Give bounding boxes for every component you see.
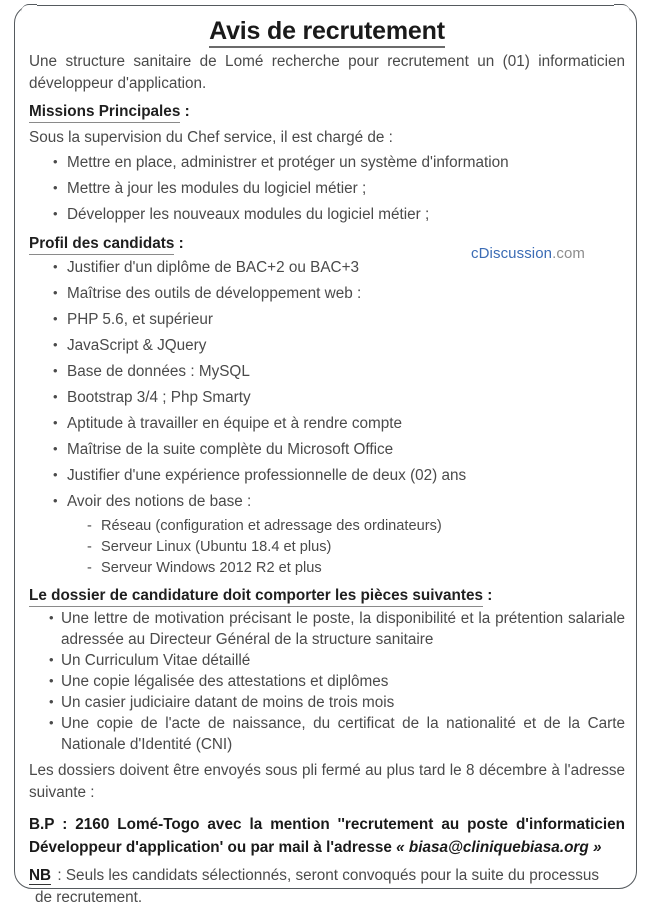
list-item: • Une copie de l'acte de naissance, du certificat de la nationalité et de la Carte Nationale d'Identité (CNI) bbox=[29, 713, 625, 755]
profil-list bbox=[29, 256, 625, 514]
list-item: • Un casier judiciaire datant de moins de trois mois bbox=[29, 692, 625, 713]
sub-list-item: - Serveur Linux (Ubuntu 18.4 et plus) bbox=[29, 537, 625, 558]
email-close-quote: » bbox=[588, 839, 602, 856]
sub-list-item: - Serveur Windows 2012 R2 et plus bbox=[29, 558, 625, 579]
section-heading-profil-text: Profil des candidats bbox=[29, 235, 174, 255]
page-title-text: Avis de recrutement bbox=[209, 17, 445, 48]
profil-sublist-notions-de-base bbox=[29, 516, 625, 579]
email-open-quote: « bbox=[396, 839, 409, 856]
list-item: • Mettre en place, administrer et protéger un système d'information bbox=[29, 151, 625, 175]
section-heading-profil-colon: : bbox=[174, 235, 184, 252]
page-title bbox=[29, 16, 625, 46]
list-item: • Avoir des notions de base : bbox=[29, 490, 625, 514]
list-item: • Justifier d'une expérience professionnelle de deux (02) ans bbox=[29, 464, 625, 488]
frame-corner-notch-left bbox=[21, 4, 37, 18]
list-item: • Aptitude à travailler en équipe et à rendre compte bbox=[29, 412, 625, 436]
list-item: • Un Curriculum Vitae détaillé bbox=[29, 650, 625, 671]
list-item: • Bootstrap 3/4 ; Php Smarty bbox=[29, 386, 625, 410]
address-block bbox=[29, 813, 625, 859]
list-item: • Mettre à jour les modules du logiciel métier ; bbox=[29, 177, 625, 201]
list-item: • Justifier d'un diplôme de BAC+2 ou BAC+3 bbox=[29, 256, 625, 280]
list-item: • Base de données : MySQL bbox=[29, 360, 625, 384]
section-heading-dossier bbox=[29, 585, 625, 606]
list-item: • PHP 5.6, et supérieur bbox=[29, 308, 625, 332]
missions-lead-text: Sous la supervision du Chef service, il est chargé de : bbox=[29, 129, 393, 146]
nb-label: NB bbox=[29, 867, 52, 884]
section-heading-missions bbox=[29, 101, 625, 122]
list-item: • Une lettre de motivation précisant le poste, la disponibilité et la prétention salariale adressée au Directeur Général de la structure sanitaire bbox=[29, 608, 625, 650]
section-heading-dossier-text: Le dossier de candidature doit comporter les pièces suivantes bbox=[29, 587, 483, 607]
deadline-paragraph: Les dossiers doivent être envoyés sous pli fermé au plus tard le 8 décembre à l'adresse suivante : bbox=[29, 762, 625, 801]
intro-paragraph: Une structure sanitaire de Lomé recherche pour recrutement un (01) informaticien développeur d'application. bbox=[29, 53, 625, 92]
frame-corner-notch-right bbox=[614, 4, 630, 18]
section-heading-dossier-colon: : bbox=[482, 587, 493, 604]
dossier-list bbox=[29, 608, 625, 755]
recruitment-notice-document bbox=[14, 5, 637, 906]
list-item: • Maîtrise de la suite complète du Microsoft Office bbox=[29, 438, 625, 462]
list-item: • Maîtrise des outils de développement web : bbox=[29, 282, 625, 306]
section-heading-missions-colon: : bbox=[180, 103, 190, 120]
watermark-site-tld: .com bbox=[552, 245, 586, 262]
list-item: • JavaScript & JQuery bbox=[29, 334, 625, 358]
nb-separator: : bbox=[53, 867, 66, 884]
nb-block bbox=[29, 865, 625, 887]
address-text: B.P : 2160 Lomé-Togo avec la mention ''recrutement au poste d'informaticien Développeur d'application' ou par mail à l'adresse bbox=[29, 816, 625, 856]
list-item: • Une copie légalisée des attestations et diplômes bbox=[29, 671, 625, 692]
nb-text: Seuls les candidats sélectionnés, seront convoqués pour la suite du processus bbox=[65, 867, 600, 884]
watermark-site-name: cDiscussion bbox=[471, 245, 553, 262]
missions-list bbox=[29, 151, 625, 227]
section-heading-missions-text: Missions Principales bbox=[29, 103, 180, 123]
contact-email-address[interactable]: biasa@cliniquebiasa.org bbox=[408, 839, 589, 856]
sub-list-item: - Réseau (configuration et adressage des ordinateurs) bbox=[29, 516, 625, 537]
nb-continuation: de recrutement. bbox=[35, 889, 143, 906]
list-item: • Développer les nouveaux modules du logiciel métier ; bbox=[29, 203, 625, 227]
section-heading-profil bbox=[29, 233, 625, 254]
